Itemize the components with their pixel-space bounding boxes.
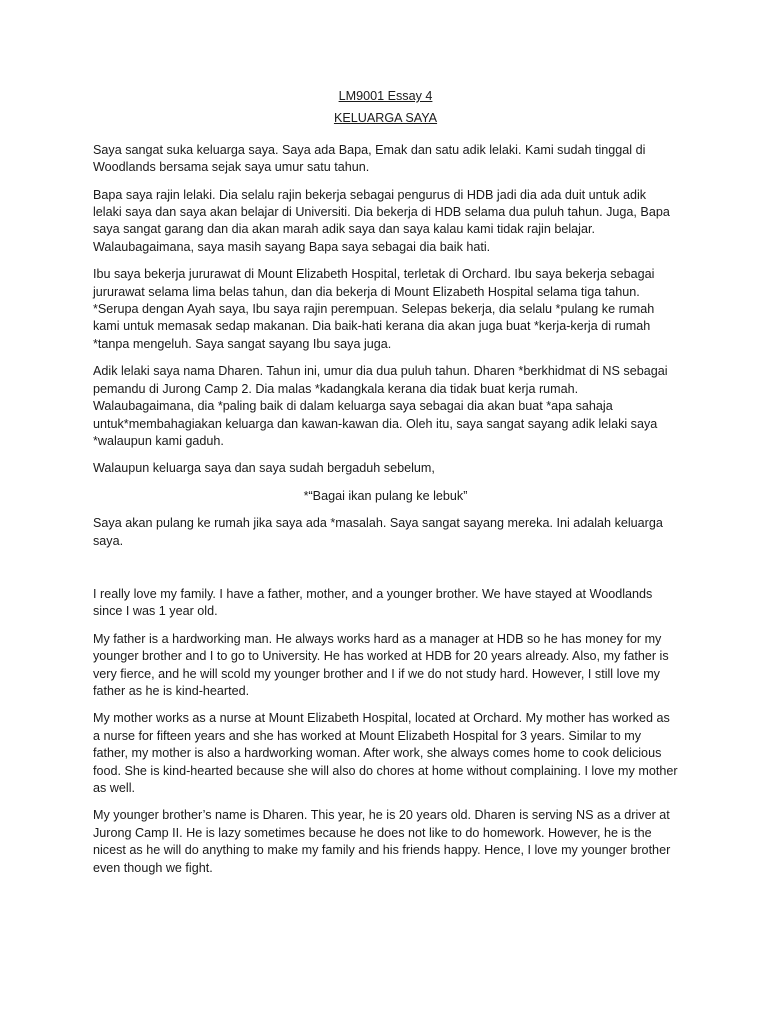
- english-paragraph-2: My father is a hardworking man. He always works hard as a manager at HDB so he has money for my younger brother and I to go to University. He has worked at HDB for 20 years already. Also, my father is very fierce, and he will scold my younger brother and I if we do not study hard. However, I still love my father as he is kind-hearted.: [93, 631, 669, 698]
- document-subtitle: KELUARGA SAYA: [333, 111, 438, 126]
- malay-paragraph-1: Saya sangat suka keluarga saya. Saya ada Bapa, Emak dan satu adik lelaki. Kami sudah tinggal di Woodlands bersama sejak saya umur satu tahun.: [93, 142, 646, 175]
- document-title: LM9001 Essay 4: [338, 89, 433, 103]
- malay-closing-paragraph: Saya akan pulang ke rumah jika saya ada *masalah. Saya sangat sayang mereka. Ini adalah keluarga saya.: [93, 516, 663, 548]
- english-paragraph-1: I really love my family. I have a father, mother, and a younger brother. We have stayed at Woodlands since I was 1 year old.: [93, 586, 653, 619]
- section-spacer: [93, 560, 678, 586]
- malay-paragraph-5: Walaupun keluarga saya dan saya sudah bergaduh sebelum,: [93, 461, 435, 476]
- english-paragraph-3: My mother works as a nurse at Mount Elizabeth Hospital, located at Orchard. My mother has worked as a nurse for fifteen years and she has worked at Mount Elizabeth Hospital for 3 years. Similar to my father, my mother is also a hardworking woman. After work, she always comes home to cook delicious food. She is kind-hearted because she will also do chores at home without complaining. I love my mother as well.: [93, 711, 678, 795]
- malay-paragraph-2: Bapa saya rajin lelaki. Dia selalu rajin bekerja sebagai pengurus di HDB jadi dia ada duit untuk adik lelaki saya dan saya akan belajar di Universiti. Dia bekerja di HDB selama dua puluh tahun. Juga, Bapa saya sangat garang dan dia akan marah adik saya dan saya kalau kami tidak rajin belajar. Walaubagaimana, saya masih sayang Bapa saya sebagai dia baik hati.: [93, 187, 670, 254]
- proverb: *“Bagai ikan pulang ke lebuk”: [303, 488, 468, 503]
- english-paragraph-4: My younger brother’s name is Dharen. This year, he is 20 years old. Dharen is serving NS as a driver at Jurong Camp II. He is lazy sometimes because he does not like to do homework. However, he is the nicest as he will do anything to make my family and his friends happy. Hence, I love my younger brother even though we fight.: [93, 808, 671, 875]
- malay-paragraph-4: Adik lelaki saya nama Dharen. Tahun ini, umur dia dua puluh tahun. Dharen *berkhidmat di NS sebagai pemandu di Jurong Camp 2. Dia malas *kadangkala kerana dia tidak buat kerja rumah. Walaubagaimana, dia *paling baik di dalam keluarga saya sebagai dia akan buat *apa sahaja untuk*membahagiakan keluarga dan kawan-kawan dia. Oleh itu, saya sangat sayang adik lelaki saya *walaupun kami gaduh.: [93, 364, 668, 448]
- malay-paragraph-3: Ibu saya bekerja jururawat di Mount Elizabeth Hospital, terletak di Orchard. Ibu saya bekerja sebagai jururawat selama lima belas tahun, dan dia bekerja di Mount Elizabeth Hospital selama tiga tahun. *Serupa dengan Ayah saya, Ibu saya rajin perempuan. Selepas bekerja, dia selalu *pulang ke rumah kami untuk memasak sedap makanan. Dia baik-hati kerana dia akan juga buat *kerja-kerja di rumah *tanpa mengeluh. Saya sangat sayang Ibu saya juga.: [93, 267, 655, 351]
